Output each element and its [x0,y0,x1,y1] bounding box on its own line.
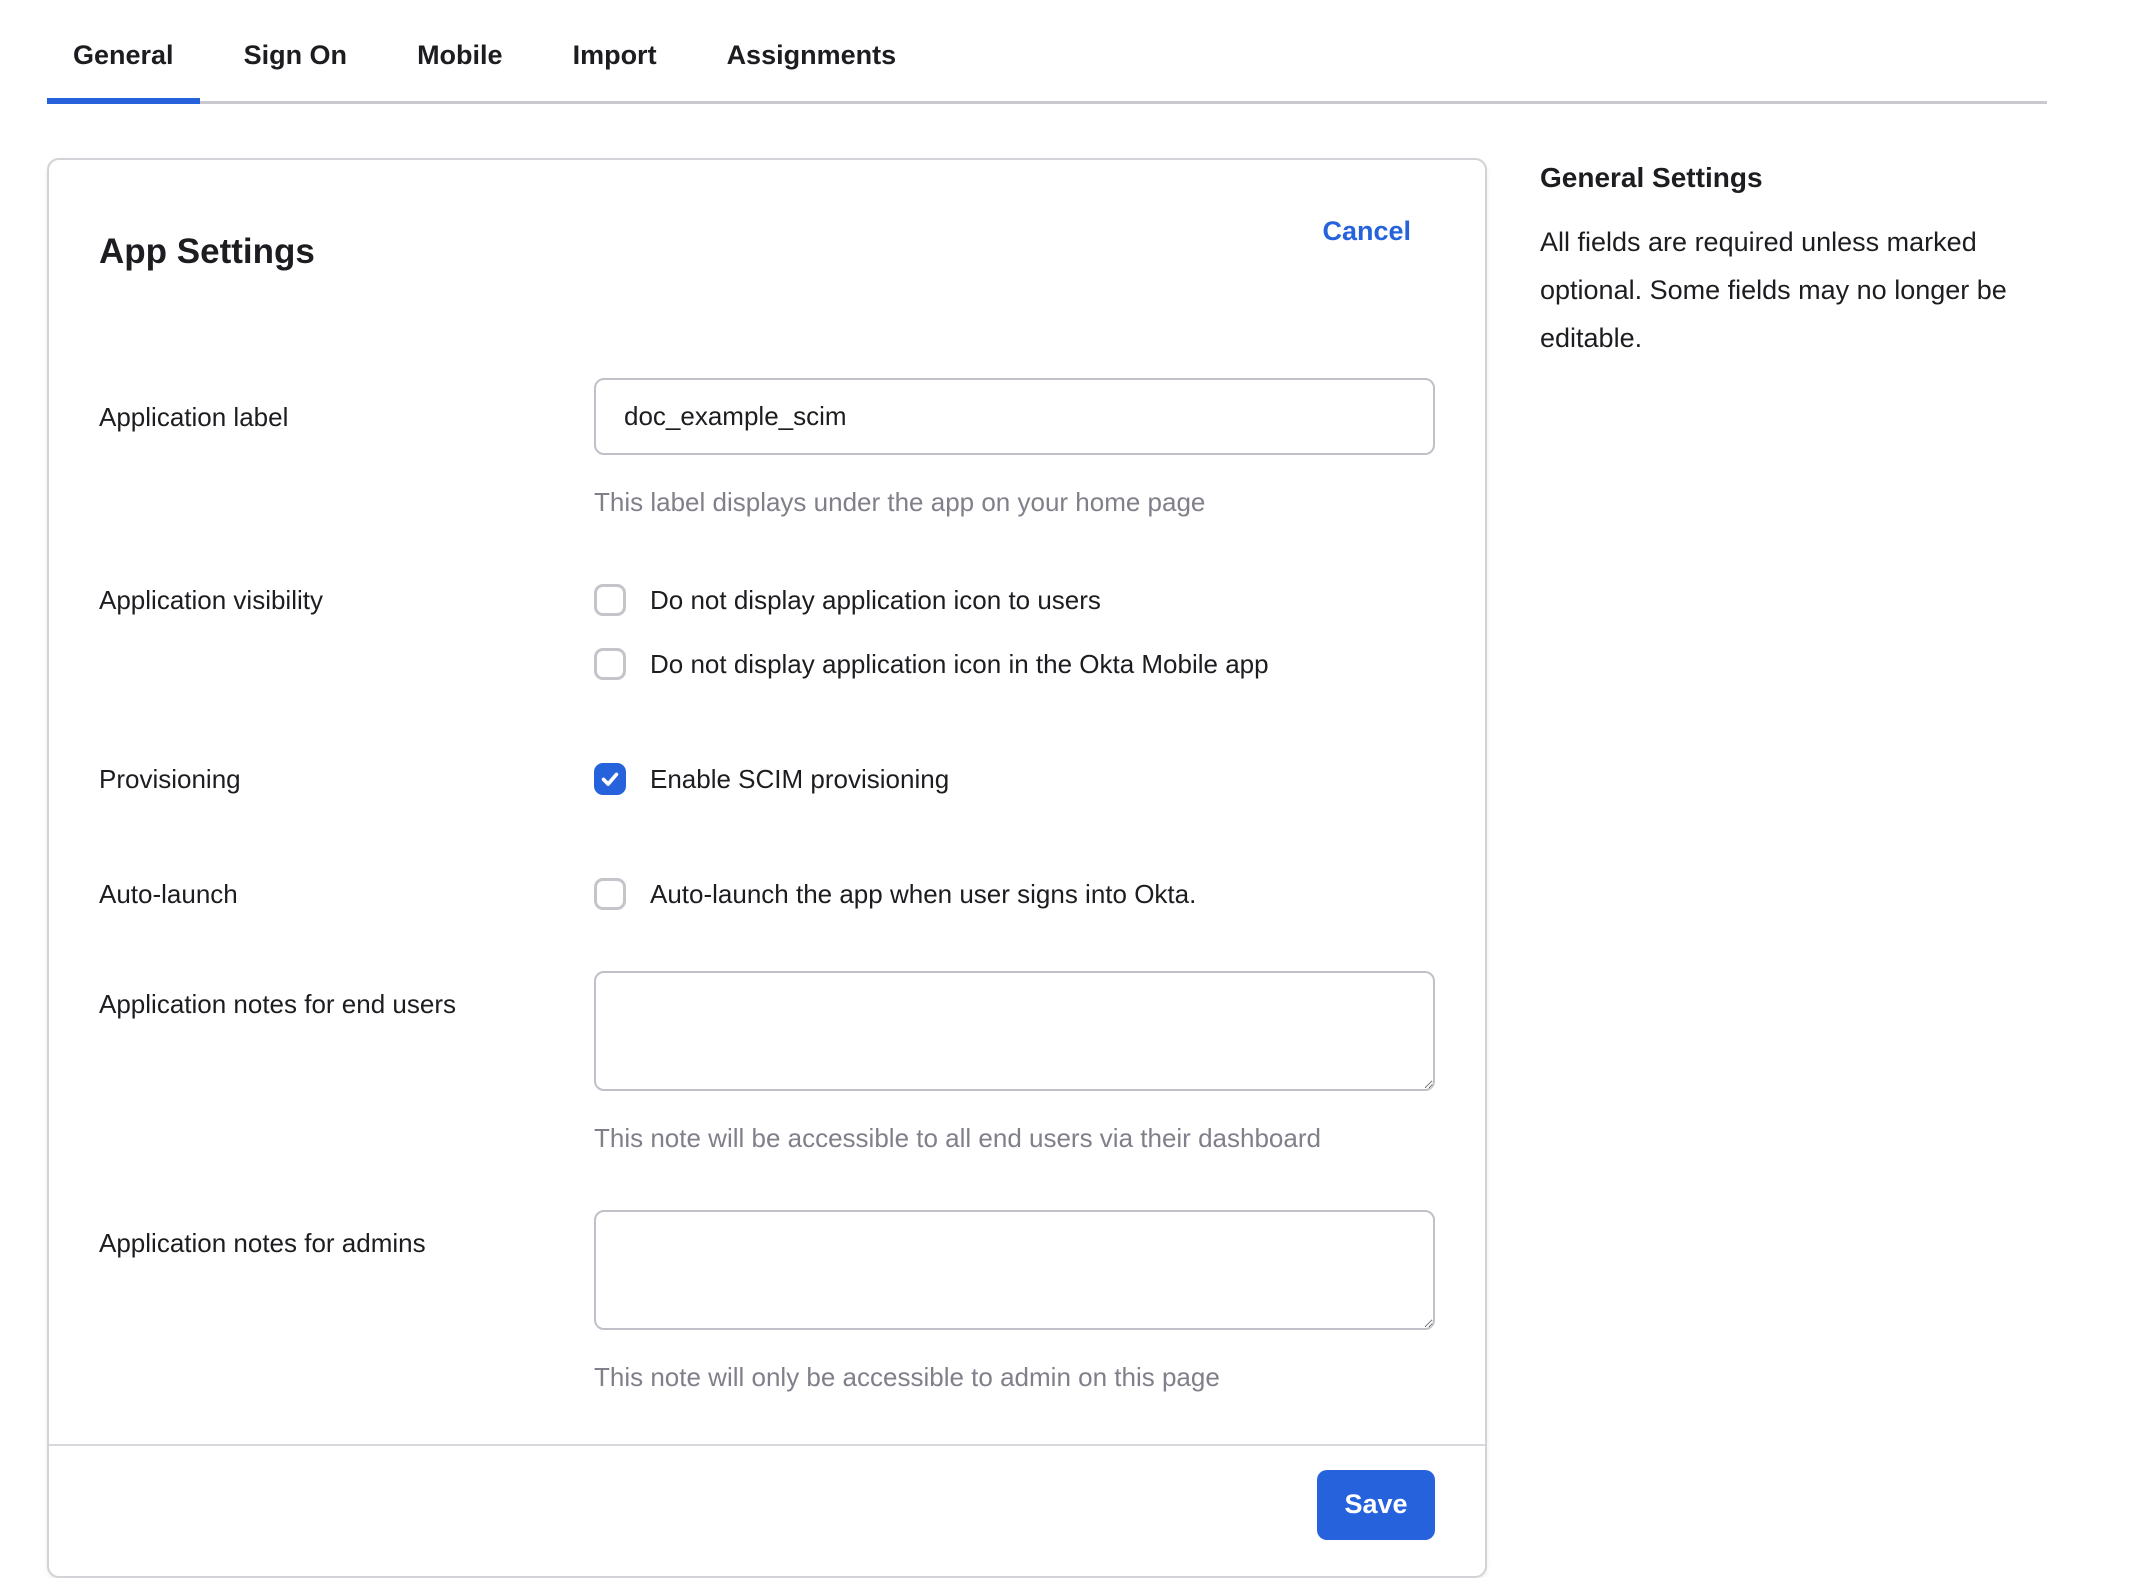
checkbox-icon[interactable] [594,584,626,616]
application-label-label: Application label [99,401,289,432]
visibility-users-checkbox-row[interactable] [594,583,1435,617]
visibility-users-checkbox-label: Do not display application icon to users [650,584,1101,615]
application-label-helper: This label displays under the app on your home page [594,486,1206,517]
tab-sign-on[interactable]: Sign On [243,40,348,70]
card-footer [49,1444,1485,1576]
notes-end-users-label: Application notes for end users [99,988,456,1019]
notes-end-users-helper: This note will be accessible to all end users via their dashboard [594,1122,1321,1153]
notes-admins-row [99,1210,1435,1394]
application-visibility-row [99,583,1435,681]
notes-admins-helper: This note will only be accessible to admin on this page [594,1361,1220,1392]
tab-import[interactable]: Import [572,40,657,70]
provisioning-label: Provisioning [99,763,241,794]
auto-launch-checkbox-row[interactable] [594,877,1435,911]
application-visibility-label: Application visibility [99,584,323,615]
main-content [0,158,2142,1578]
tab-mobile[interactable]: Mobile [417,40,503,70]
auto-launch-checkbox-label: Auto-launch the app when user signs into Okta. [650,878,1197,909]
auto-launch-label: Auto-launch [99,878,238,909]
page-title: App Settings [99,232,315,272]
application-label-row [99,378,1435,519]
scim-provisioning-checkbox-row[interactable] [594,762,1435,796]
help-sidebar-description: All fields are required unless marked optional. Some fields may no longer be editable. [1540,227,2007,353]
cancel-button[interactable]: Cancel [1322,216,1411,246]
checkmark-icon [599,768,621,790]
checkbox-icon[interactable] [594,648,626,680]
card-header [99,206,1435,298]
notes-admins-textarea[interactable] [594,1210,1435,1330]
checkbox-icon[interactable] [594,763,626,795]
tab-assignments[interactable]: Assignments [726,40,897,70]
help-sidebar-title: General Settings [1540,162,1763,193]
notes-end-users-textarea[interactable] [594,971,1435,1091]
notes-admins-label: Application notes for admins [99,1227,426,1258]
auto-launch-row [99,877,1435,911]
tab-bar [47,0,2047,104]
help-sidebar [1540,158,2100,362]
provisioning-row [99,762,1435,796]
tab-general[interactable]: General [47,40,200,101]
visibility-mobile-checkbox-label: Do not display application icon in the Okta Mobile app [650,648,1269,679]
scim-provisioning-checkbox-label: Enable SCIM provisioning [650,763,950,794]
notes-end-users-row [99,971,1435,1155]
application-label-input[interactable] [594,378,1435,455]
visibility-mobile-checkbox-row[interactable] [594,647,1435,681]
app-settings-card [47,158,1487,1578]
checkbox-icon[interactable] [594,878,626,910]
save-button[interactable]: Save [1317,1470,1435,1540]
